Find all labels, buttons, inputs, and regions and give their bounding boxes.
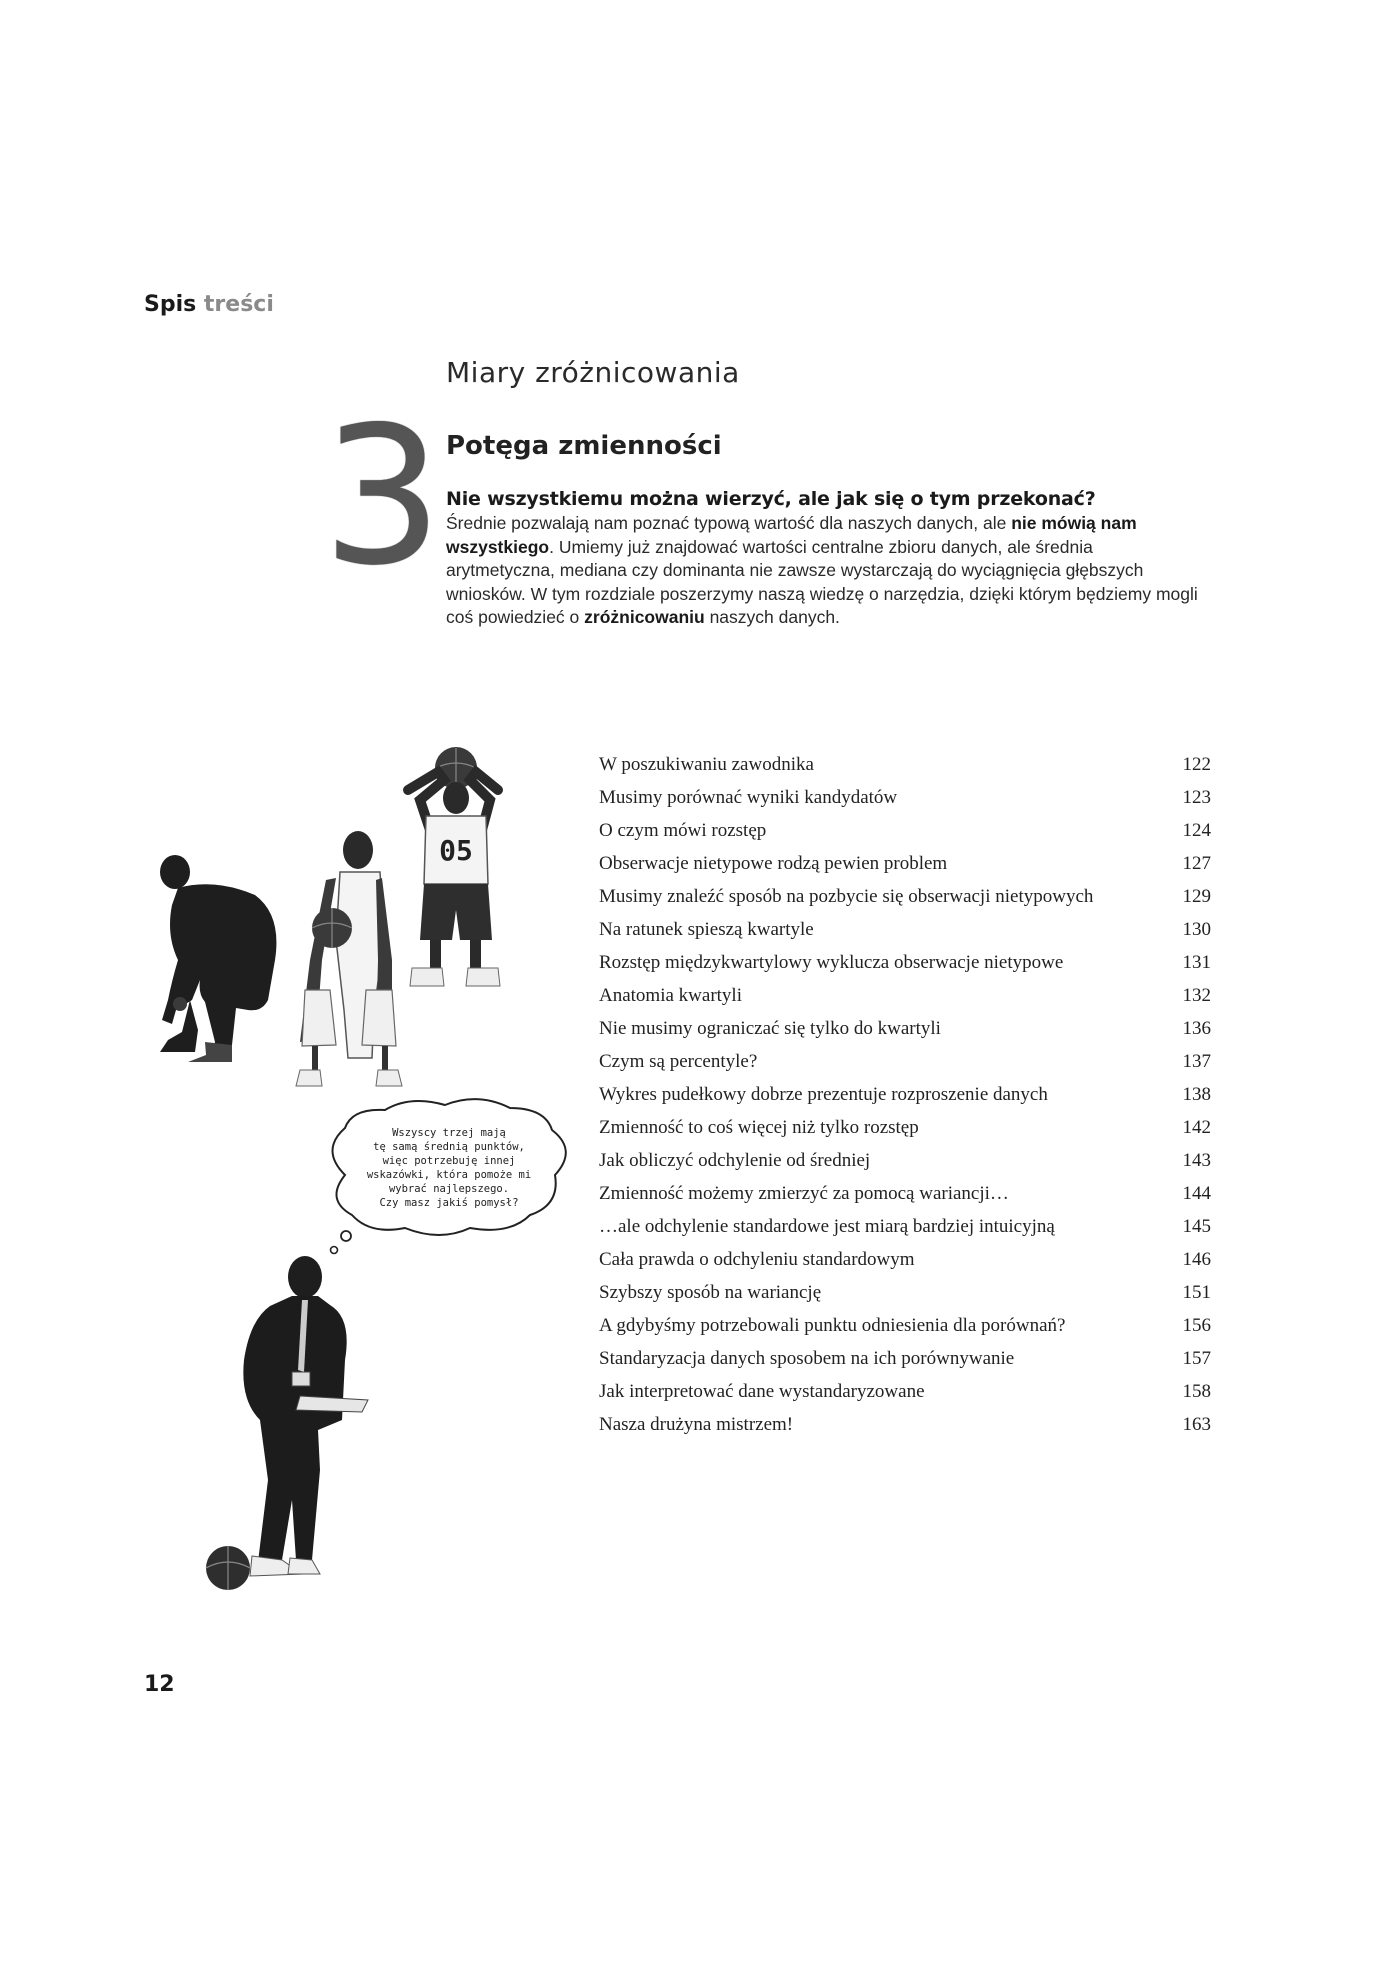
chapter-title: Miary zróżnicowania [446,356,740,389]
thought-bubble-line: Czy masz jakiś pomysł? [379,1197,519,1209]
toc-entry-page: 143 [1182,1150,1211,1171]
player-ball-overhead-figure [408,747,500,986]
intro-bold-1: nie mówią nam wszystkiego [446,513,1137,557]
toc-entry-title: Na ratunek spieszą kwartyle [599,919,814,940]
toc-entry-page: 124 [1182,820,1211,841]
toc-entry-page: 127 [1182,853,1211,874]
toc-entry-page: 158 [1182,1381,1211,1402]
toc-entry-page: 131 [1182,952,1211,973]
toc-entry-page: 157 [1182,1348,1211,1369]
toc-entry-page: 123 [1182,787,1211,808]
toc-entry-title: Nasza drużyna mistrzem! [599,1414,794,1435]
toc-entry-title: A gdybyśmy potrzebowali punktu odniesienia dla porównań? [599,1315,1066,1336]
thought-bubble-line: tę samą średnią punktów, [373,1141,525,1153]
toc-entry-title: Szybszy sposób na wariancję [599,1282,822,1303]
toc-entry-page: 122 [1182,754,1211,775]
toc-entry-title: W poszukiwaniu zawodnika [599,754,814,775]
toc-entry-title: Anatomia kwartyli [599,985,742,1006]
toc-entry-title: …ale odchylenie standardowe jest miarą bardziej intuicyjną [599,1216,1055,1237]
toc-entry-title: Rozstęp międzykwartylowy wyklucza obserwacje nietypowe [599,952,1064,973]
intro-text-3: naszych danych. [704,607,840,627]
toc-entry-page: 136 [1182,1018,1211,1039]
intro-heading: Nie wszystkiemu można wierzyć, ale jak się o tym przekonać? [446,488,1096,510]
toc-entry-page: 151 [1182,1282,1211,1303]
toc-entry-title: Wykres pudełkowy dobrze prezentuje rozproszenie danych [599,1084,1048,1105]
thought-bubble-line: wskazówki, która pomoże mi [366,1169,532,1181]
thought-bubble-line: Wszyscy trzej mają [392,1127,506,1139]
header-word-1: Spis [144,292,197,317]
toc-entry-title: Jak obliczyć odchylenie od średniej [599,1150,871,1171]
chapter-number: 3 [322,386,443,607]
thought-bubble-text [340,1126,558,1210]
toc-entry-page: 163 [1182,1414,1211,1435]
player-holding-ball-figure [296,831,402,1086]
toc-entry-title: O czym mówi rozstęp [599,820,767,841]
intro-text-1: Średnie pozwalają nam poznać typową wartość dla naszych danych, ale [446,513,1012,533]
toc-entry-page: 144 [1182,1183,1211,1204]
toc-entry-page: 138 [1182,1084,1211,1105]
thought-bubble-line: wybrać najlepszego. [388,1183,510,1195]
toc-entry-page: 145 [1182,1216,1211,1237]
intro-text-2: . Umiemy już znajdować wartości centralne zbioru danych, ale średnia arytmetyczna, mediana czy dominanta nie zawsze wystarczają do wyciągnięcia głębszych wniosków. W tym rozdziale poszerzymy naszą wiedzę o narzędzia, dzięki którym będziemy mogli coś powiedzieć o [446,536,1198,627]
toc-entry-title: Musimy porównać wyniki kandydatów [599,787,898,808]
toc-entry-title: Cała prawda o odchyleniu standardowym [599,1249,915,1270]
toc-entry-title: Jak interpretować dane wystandaryzowane [599,1381,925,1402]
page-number: 12 [144,1672,175,1697]
toc-entry-title: Czym są percentyle? [599,1051,758,1072]
toc-entry-page: 130 [1182,919,1211,940]
chapter-subtitle: Potęga zmienności [446,431,722,461]
toc-entry-page: 132 [1182,985,1211,1006]
crouching-player-figure [160,855,276,1062]
toc-entry-page: 146 [1182,1249,1211,1270]
toc-entry-title: Zmienność to coś więcej niż tylko rozstęp [599,1117,919,1138]
toc-entry-title: Standaryzacja danych sposobem na ich porównywanie [599,1348,1015,1369]
toc-entry-page: 137 [1182,1051,1211,1072]
toc-entry-title: Zmienność możemy zmierzyć za pomocą wariancji… [599,1183,1009,1204]
intro-bold-2: zróżnicowaniu [584,607,705,627]
toc-entry-title: Musimy znaleźć sposób na pozbycie się obserwacji nietypowych [599,886,1094,907]
toc-entry-title: Obserwacje nietypowe rodzą pewien problem [599,853,948,874]
jersey-number: 05 [439,834,473,867]
header-word-2: treści [203,292,274,317]
toc-entry-page: 156 [1182,1315,1211,1336]
thought-bubble-line: więc potrzebuję innej [382,1155,516,1167]
coach-figure [206,1256,368,1590]
toc-entry-page: 129 [1182,886,1211,907]
toc-entry-page: 142 [1182,1117,1211,1138]
toc-entry-title: Nie musimy ograniczać się tylko do kwartyli [599,1018,941,1039]
